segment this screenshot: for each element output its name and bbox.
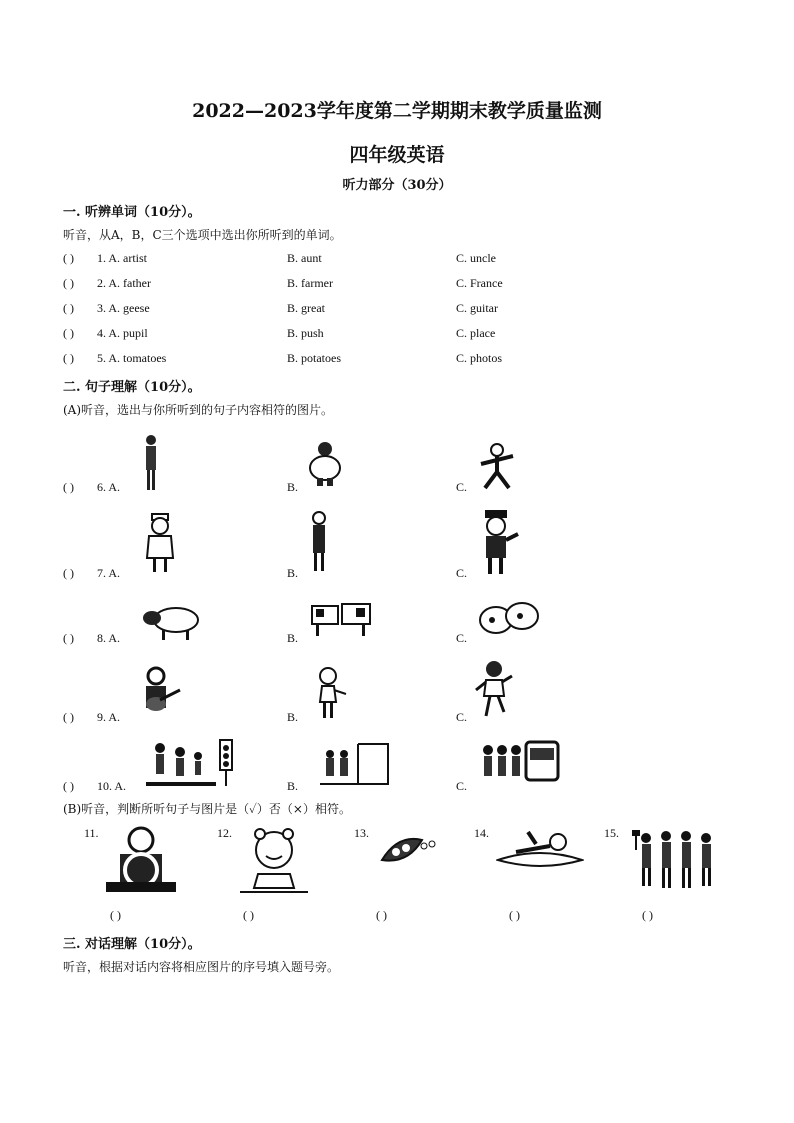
tall-man-picture — [138, 432, 164, 492]
answer-blank[interactable]: ( ) — [63, 631, 74, 645]
driver-picture — [104, 824, 178, 894]
jumping-girl-picture — [474, 660, 514, 720]
judge-answer[interactable]: ( ) — [376, 908, 387, 922]
dancing-girl-picture — [312, 666, 348, 722]
answer-blank[interactable]: ( ) — [63, 276, 74, 290]
swimming-boy-picture — [496, 826, 584, 872]
exam-subtitle: 四年级英语 — [349, 144, 445, 166]
question-row — [63, 301, 150, 316]
answer-blank[interactable]: ( ) — [63, 480, 74, 494]
question-row — [63, 351, 166, 366]
option-b: B. great — [287, 301, 325, 315]
pigs-picture — [476, 598, 542, 642]
judge-answer[interactable]: ( ) — [243, 908, 254, 922]
option-c: C. France — [456, 276, 503, 290]
option-a: 5. A. tomatoes — [97, 351, 167, 365]
question-row — [63, 631, 120, 646]
option-c: C. photos — [456, 351, 503, 365]
reading-girl-picture — [238, 826, 310, 896]
section2-heading: 二. 句子理解（10分）。 — [63, 380, 201, 395]
option-b-label: B. — [287, 566, 299, 580]
section3-instruction: 听音，根据对话内容将相应图片的序号填入题号旁。 — [63, 960, 340, 974]
exam-title: 2022—2023学年度第二学期期末教学质量监测 — [192, 100, 602, 122]
option-c-label: C. — [456, 779, 468, 793]
option-c: C. guitar — [456, 301, 498, 315]
option-a-label: 9. A. — [97, 710, 121, 724]
question-row — [63, 480, 120, 495]
answer-blank[interactable]: ( ) — [63, 301, 74, 315]
judge-number: 14. — [474, 826, 489, 840]
option-c-label: C. — [456, 480, 468, 494]
question-row — [63, 276, 151, 291]
option-c-label: C. — [456, 710, 468, 724]
old-man-exercising-picture — [475, 442, 519, 490]
answer-blank[interactable]: ( ) — [63, 326, 74, 340]
option-c-label: C. — [456, 566, 468, 580]
option-a-label: 6. A. — [97, 480, 121, 494]
walking-group-picture — [630, 826, 720, 892]
option-a-label: 8. A. — [97, 631, 121, 645]
option-b: B. push — [287, 326, 324, 340]
option-a-label: 10. A. — [97, 779, 127, 793]
question-row — [63, 326, 148, 341]
stairs-picture — [318, 740, 390, 788]
section3-heading: 三. 对话理解（10分）。 — [63, 937, 201, 952]
option-b-label: B. — [287, 710, 299, 724]
option-c: C. uncle — [456, 251, 496, 265]
option-b: B. aunt — [287, 251, 322, 265]
option-a: 1. A. artist — [97, 251, 147, 265]
judge-answer[interactable]: ( ) — [509, 908, 520, 922]
part-heading: 听力部分（30分） — [342, 178, 452, 193]
question-row — [63, 779, 126, 794]
option-b-label: B. — [287, 631, 299, 645]
question-row — [63, 566, 120, 581]
section2-part-a: (A)听音，选出与你所听到的句子内容相符的图片。 — [63, 403, 334, 417]
section1-heading: 一. 听辨单词（10分）。 — [63, 205, 201, 220]
section1-instruction: 听音，从A，B，C三个选项中选出你所听到的单词。 — [63, 228, 342, 242]
judge-number: 15. — [604, 826, 619, 840]
option-a: 2. A. father — [97, 276, 151, 290]
bus-stop-picture — [480, 736, 560, 784]
answer-blank[interactable]: ( ) — [63, 779, 74, 793]
crossing-street-picture — [146, 738, 238, 788]
sheep-picture — [140, 602, 202, 642]
woman-picture — [305, 510, 333, 574]
judge-answer[interactable]: ( ) — [642, 908, 653, 922]
answer-blank[interactable]: ( ) — [63, 566, 74, 580]
judge-number: 12. — [217, 826, 232, 840]
section2-part-b: (B)听音，判断所听句子与图片是（✓）否（×）相符。 — [63, 802, 351, 816]
police-officer-picture — [476, 510, 520, 576]
option-a: 4. A. pupil — [97, 326, 148, 340]
option-b: B. potatoes — [287, 351, 341, 365]
question-row — [63, 251, 147, 266]
nurse-picture — [143, 512, 177, 574]
option-a: 3. A. geese — [97, 301, 150, 315]
judge-answer[interactable]: ( ) — [110, 908, 121, 922]
cows-picture — [308, 596, 374, 638]
answer-blank[interactable]: ( ) — [63, 710, 74, 724]
option-b-label: B. — [287, 779, 299, 793]
option-c: C. place — [456, 326, 496, 340]
fat-person-picture — [305, 440, 345, 488]
option-c-label: C. — [456, 631, 468, 645]
judge-number: 13. — [354, 826, 369, 840]
option-a-label: 7. A. — [97, 566, 121, 580]
answer-blank[interactable]: ( ) — [63, 251, 74, 265]
option-b: B. farmer — [287, 276, 333, 290]
guitar-player-picture — [138, 666, 182, 720]
question-row — [63, 710, 120, 725]
peas-picture — [378, 830, 438, 870]
answer-blank[interactable]: ( ) — [63, 351, 74, 365]
judge-number: 11. — [84, 826, 99, 840]
option-b-label: B. — [287, 480, 299, 494]
